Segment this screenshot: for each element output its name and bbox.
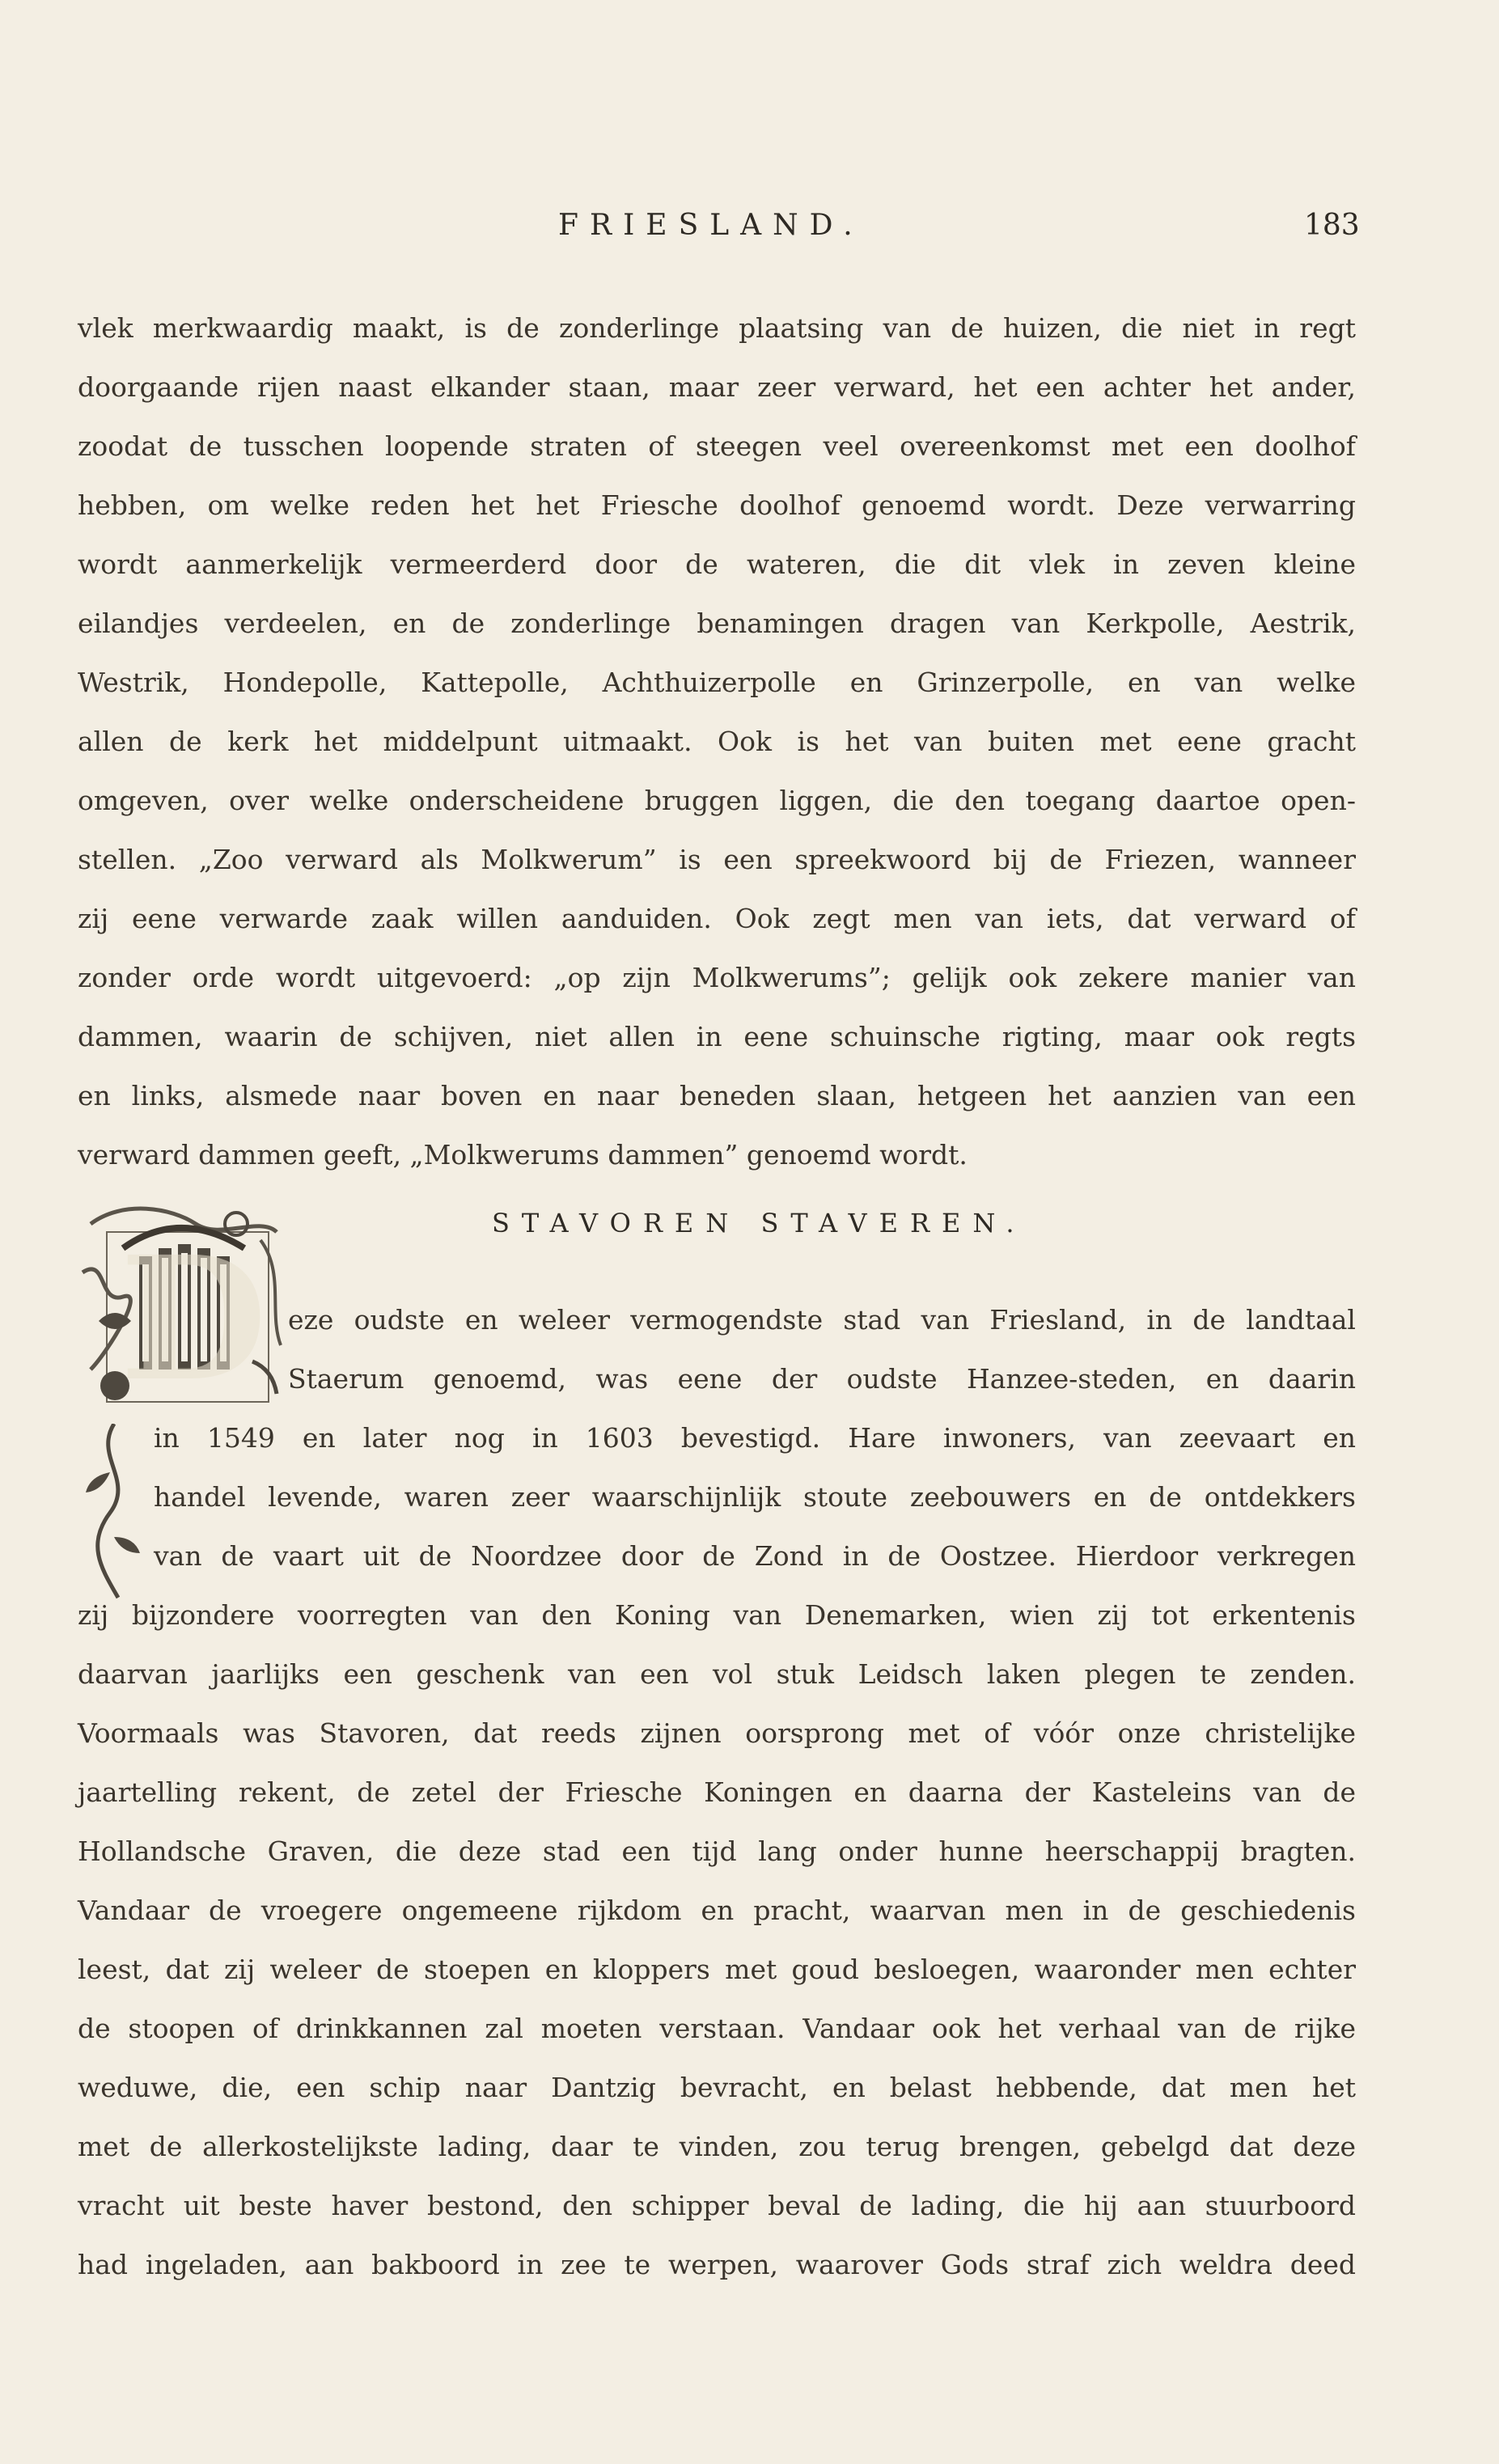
vine-icon — [78, 1424, 150, 1602]
text-line: omgeven, over welke onderscheidene bruggen liggen, die den toegang daartoe open- — [78, 785, 1356, 816]
ornament-vine — [78, 1424, 150, 1602]
text-line: leest, dat zij weleer de stoepen en kloppers met goud besloegen, waaronder men echter — [78, 1954, 1356, 1985]
text-line: van de vaart uit de Noordzee door de Zond in de Oostzee. Hierdoor verkregen — [154, 1540, 1356, 1572]
text-line: en links, alsmede naar boven en naar beneden slaan, hetgeen het aanzien van een — [78, 1080, 1356, 1111]
text-line: hebben, om welke reden het het Friesche doolhof genoemd wordt. Deze verwarring — [78, 489, 1356, 521]
text-line: allen de kerk het middelpunt uitmaakt. Ook is het van buiten met eene gracht — [78, 726, 1356, 757]
text-line: dammen, waarin de schijven, niet allen in eene schuinsche rigting, maar ook regts — [78, 1021, 1356, 1052]
text-line: de stoopen of drinkkannen zal moeten verstaan. Vandaar ook het verhaal van de rijke — [78, 2013, 1356, 2044]
text-line: vracht uit beste haver bestond, den schipper beval de lading, die hij aan stuurboord — [78, 2190, 1356, 2221]
text-line: Voormaals was Stavoren, dat reeds zijnen oorsprong met of vóór onze christelijke — [78, 1717, 1356, 1749]
text-line: zij bijzondere voorregten van den Koning van Denemarken, wien zij tot erkentenis — [78, 1599, 1356, 1631]
text-line: vlek merkwaardig maakt, is de zonderlinge plaatsing van de huizen, die niet in regt — [78, 312, 1356, 344]
text-line: doorgaande rijen naast elkander staan, maar zeer verward, het een achter het ander, — [78, 371, 1356, 403]
initial-letter: D — [120, 1219, 268, 1419]
text-line: eze oudste en weleer vermogendste stad van Friesland, in de landtaal — [288, 1304, 1356, 1336]
page-number: 183 — [1304, 209, 1360, 242]
text-line: wordt aanmerkelijk vermeerderd door de wateren, die dit vlek in zeven kleine — [78, 548, 1356, 580]
text-line: Westrik, Hondepolle, Kattepolle, Achthuizerpolle en Grinzerpolle, en van welke — [78, 667, 1356, 698]
section-heading: STAVOREN STAVEREN. — [492, 1208, 1027, 1238]
text-line: eilandjes verdeelen, en de zonderlinge benamingen dragen van Kerkpolle, Aestrik, — [78, 608, 1356, 639]
text-line: Vandaar de vroegere ongemeene rijkdom en pracht, waarvan men in de geschiedenis — [78, 1895, 1356, 1926]
chapter-title: FRIESLAND. — [558, 209, 864, 242]
text-line: had ingeladen, aan bakboord in zee te werpen, waarover Gods straf zich weldra deed — [78, 2249, 1356, 2280]
text-line: zonder orde wordt uitgevoerd: „op zijn Molkwerums”; gelijk ook zekere manier van — [78, 962, 1356, 993]
text-line: met de allerkostelijkste lading, daar te vinden, zou terug brengen, gebelgd dat deze — [78, 2131, 1356, 2162]
text-line: Hollandsche Graven, die deze stad een tijd lang onder hunne heerschappij bragten. — [78, 1835, 1356, 1867]
text-line: in 1549 en later nog in 1603 bevestigd. Hare inwoners, van zeevaart en — [154, 1422, 1356, 1454]
text-line: verward dammen geeft, „Molkwerums dammen” genoemd wordt. — [78, 1139, 968, 1171]
text-line: handel levende, waren zeer waarschijnlijk stoute zeebouwers en de ontdekkers — [154, 1481, 1356, 1513]
text-line: Staerum genoemd, was eene der oudste Hanzee-steden, en daarin — [288, 1363, 1356, 1395]
text-line: jaartelling rekent, de zetel der Friesche Koningen en daarna der Kasteleins van de — [78, 1776, 1356, 1808]
decorated-initial — [74, 1200, 293, 1426]
text-line: stellen. „Zoo verward als Molkwerum” is een spreekwoord bij de Friezen, wanneer — [78, 844, 1356, 875]
text-line: weduwe, die, een schip naar Dantzig bevracht, en belast hebbende, dat men het — [78, 2072, 1356, 2103]
running-head — [0, 209, 1499, 241]
text-line: zij eene verwarde zaak willen aanduiden. Ook zegt men van iets, dat verward of — [78, 903, 1356, 934]
text-line: zoodat de tusschen loopende straten of steegen veel overeenkomst met een doolhof — [78, 430, 1356, 462]
text-line: daarvan jaarlijks een geschenk van een vol stuk Leidsch laken plegen te zenden. — [78, 1658, 1356, 1690]
